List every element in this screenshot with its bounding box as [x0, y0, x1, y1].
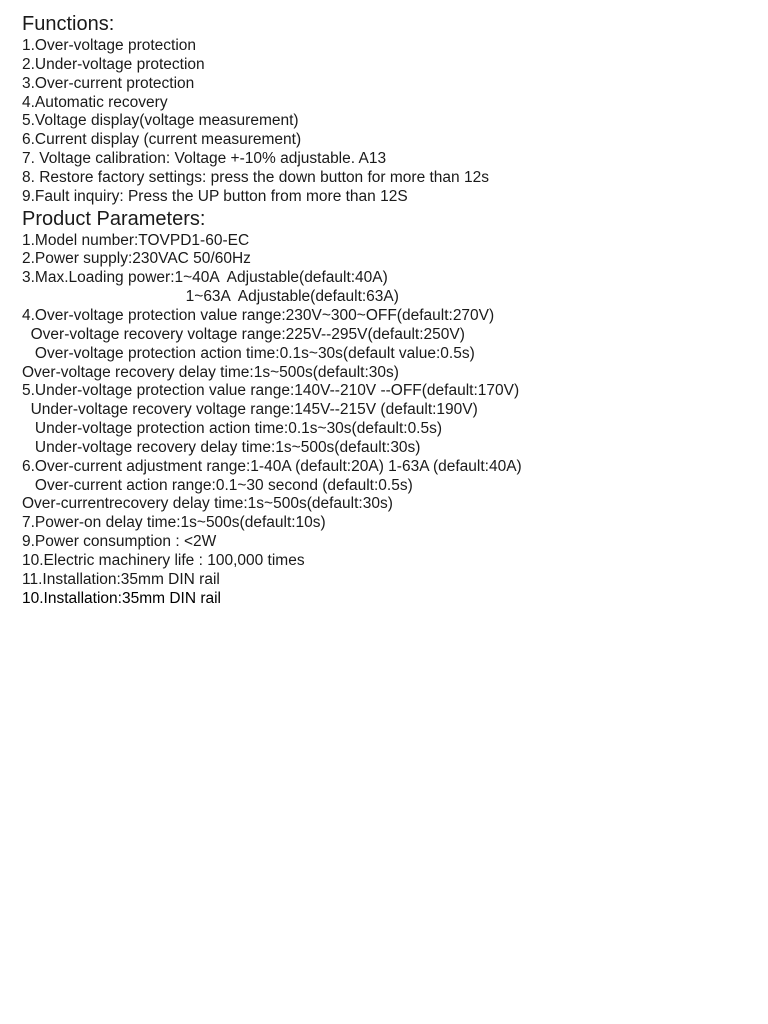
parameters-list [22, 232, 762, 609]
functions-heading: Functions: [22, 13, 115, 35]
list-item: Over-current action range:0.1~30 second (default:0.5s) [22, 476, 413, 494]
list-item: 7. Voltage calibration: Voltage +-10% adjustable. A13 [22, 150, 387, 168]
list-item: 1~63A Adjustable(default:63A) [22, 288, 399, 306]
list-item: Over-voltage protection action time:0.1s~30s(default value:0.5s) [22, 344, 475, 362]
parameters-heading: Product Parameters: [22, 207, 206, 230]
list-item: Under-voltage recovery delay time:1s~500s(default:30s) [22, 438, 421, 456]
list-item: Over-currentrecovery delay time:1s~500s(default:30s) [22, 495, 393, 513]
list-item: Under-voltage recovery voltage range:145V--215V (default:190V) [22, 401, 478, 419]
list-item: Under-voltage protection action time:0.1s~30s(default:0.5s) [22, 420, 443, 438]
list-item: 3.Over-current protection [22, 74, 195, 92]
list-item: 10.Installation:35mm DIN rail [22, 589, 221, 607]
list-item: 1.Over-voltage protection [22, 37, 197, 54]
list-item: 4.Automatic recovery [22, 93, 168, 111]
list-item: 3.Max.Loading power:1~40A Adjustable(default:40A) [22, 269, 388, 287]
list-item: 5.Under-voltage protection value range:140V--210V --OFF(default:170V) [22, 382, 520, 400]
list-item: 10.Electric machinery life : 100,000 times [22, 551, 305, 569]
list-item: 5.Voltage display(voltage measurement) [22, 112, 299, 130]
list-item: 1.Model number:TOVPD1-60-EC [22, 231, 250, 249]
list-item: 6.Current display (current measurement) [22, 131, 302, 149]
product-spec-document [22, 12, 762, 608]
list-item: 8. Restore factory settings: press the down button for more than 12s [22, 168, 489, 186]
list-item: 11.Installation:35mm DIN rail [22, 570, 220, 588]
list-item: 2.Under-voltage protection [22, 55, 205, 73]
list-item: 9.Power consumption : <2W [22, 533, 217, 551]
list-item: 2.Power supply:230VAC 50/60Hz [22, 250, 251, 268]
list-item: 9.Fault inquiry: Press the UP button from more than 12S [22, 187, 408, 205]
functions-list [22, 37, 762, 207]
list-item: Over-voltage recovery voltage range:225V--295V(default:250V) [22, 325, 465, 343]
list-item: Over-voltage recovery delay time:1s~500s(default:30s) [22, 363, 399, 381]
list-item: 4.Over-voltage protection value range:230V~300~OFF(default:270V) [22, 306, 495, 324]
list-item: 6.Over-current adjustment range:1-40A (default:20A) 1-63A (default:40A) [22, 457, 522, 475]
list-item: 7.Power-on delay time:1s~500s(default:10s) [22, 514, 326, 532]
